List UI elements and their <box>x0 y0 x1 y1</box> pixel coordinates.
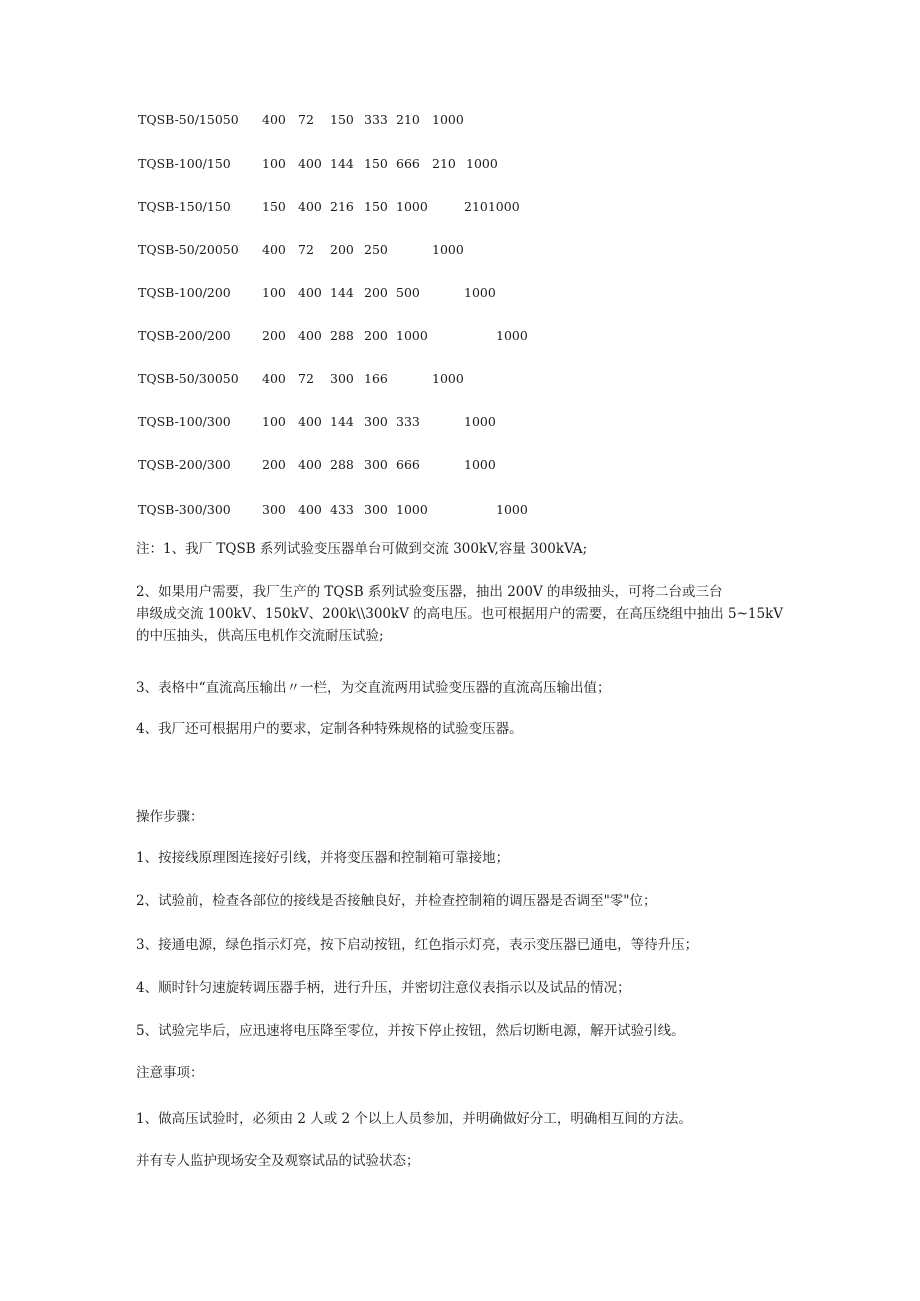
value-cell: 500 <box>396 285 420 300</box>
value-cell: 333 <box>364 112 388 127</box>
value-cell: 666 <box>396 457 420 472</box>
note-2-line-2: 串级成交流 100kV、150kV、200k\\300kV 的高电压。也可根据用户的需要，在高压绕组中抽出 5~15kV <box>136 606 784 622</box>
value-cell: 100 <box>262 156 286 171</box>
value-cell: 300 <box>364 502 388 517</box>
value-cell: 200 <box>364 285 388 300</box>
value-cell: 72 <box>298 242 314 257</box>
value-cell: 1000 <box>496 328 528 343</box>
note-2 <box>136 581 796 647</box>
value-cell: 300 <box>330 371 354 386</box>
operation-step: 5、试验完毕后，应迅速将电压降至零位，并按下停止按钮，然后切断电源，解开试验引线。 <box>136 1023 685 1039</box>
operation-step: 1、按接线原理图连接好引线，并将变压器和控制箱可靠接地； <box>136 850 510 866</box>
value-cell: 72 <box>298 112 314 127</box>
value-cell: 216 <box>330 199 354 214</box>
value-cell: 666 <box>396 156 420 171</box>
model-cell: TQSB-300/300 <box>138 502 231 517</box>
value-cell: 250 <box>364 242 388 257</box>
model-cell: TQSB-150/150 <box>138 199 231 214</box>
value-cell: 1000 <box>464 414 496 429</box>
value-cell: 1000 <box>396 328 428 343</box>
value-cell: 144 <box>330 285 354 300</box>
note-2-line-1: 2、如果用户需要，我厂生产的 TQSB 系列试验变压器，抽出 200V 的串级抽头，可将二台或三台 <box>136 584 723 600</box>
value-cell: 333 <box>396 414 420 429</box>
value-cell: 144 <box>330 156 354 171</box>
value-cell: 400 <box>262 112 286 127</box>
value-cell: 100 <box>262 414 286 429</box>
model-cell: TQSB-100/150 <box>138 156 231 171</box>
note-4: 4、我厂还可根据用户的要求，定制各种特殊规格的试验变压器。 <box>136 721 523 737</box>
value-cell: 400 <box>298 502 322 517</box>
value-cell: 400 <box>298 285 322 300</box>
note-2-line-3: 的中压抽头，供高压电机作交流耐压试验; <box>136 628 384 644</box>
value-cell: 1000 <box>464 285 496 300</box>
value-cell: 433 <box>330 502 354 517</box>
value-cell: 1000 <box>466 156 498 171</box>
value-cell: 400 <box>298 328 322 343</box>
value-cell: 400 <box>298 457 322 472</box>
value-cell: 200 <box>262 457 286 472</box>
value-cell: 1000 <box>432 371 464 386</box>
value-cell: 1000 <box>432 242 464 257</box>
value-cell: 288 <box>330 457 354 472</box>
value-cell: 150 <box>364 199 388 214</box>
value-cell: 150 <box>364 156 388 171</box>
value-cell: 400 <box>262 371 286 386</box>
model-cell: TQSB-100/300 <box>138 414 231 429</box>
value-cell: 150 <box>330 112 354 127</box>
precaution-item-continued: 并有专人监护现场安全及观察试品的试验状态； <box>136 1153 420 1169</box>
value-cell: 400 <box>298 199 322 214</box>
value-cell: 400 <box>298 156 322 171</box>
value-cell: 144 <box>330 414 354 429</box>
note-1: 注：1、我厂 TQSB 系列试验变压器单台可做到交流 300kV,容量 300kVA; <box>136 541 588 557</box>
value-cell: 300 <box>262 502 286 517</box>
value-cell: 300 <box>364 457 388 472</box>
model-cell: TQSB-50/15050 <box>138 112 239 127</box>
value-cell: 1000 <box>396 502 428 517</box>
value-cell: 1000 <box>396 199 428 214</box>
note-3: 3、表格中“直流高压输出〃一栏，为交直流两用试验变压器的直流高压输出值； <box>136 680 611 696</box>
value-cell: 288 <box>330 328 354 343</box>
model-cell: TQSB-100/200 <box>138 285 231 300</box>
value-cell: 400 <box>262 242 286 257</box>
operation-step: 3、接通电源，绿色指示灯亮，按下启动按钮，红色指示灯亮，表示变压器已通电，等待升压； <box>136 937 699 953</box>
value-cell: 72 <box>298 371 314 386</box>
value-cell: 200 <box>330 242 354 257</box>
value-cell: 166 <box>364 371 388 386</box>
value-cell: 210 <box>396 112 420 127</box>
operation-step: 4、顺时针匀速旋转调压器手柄，进行升压，并密切注意仪表指示以及试品的情况； <box>136 980 631 996</box>
value-cell: 1000 <box>464 457 496 472</box>
model-cell: TQSB-50/20050 <box>138 242 239 257</box>
value-cell: 200 <box>364 328 388 343</box>
precaution-item: 1、做高压试验时，必须由 2 人或 2 个以上人员参加，并明确做好分工，明确相互间的方法。 <box>136 1111 692 1127</box>
model-cell: TQSB-200/200 <box>138 328 231 343</box>
value-cell: 150 <box>262 199 286 214</box>
model-cell: TQSB-50/30050 <box>138 371 239 386</box>
value-cell: 1000 <box>496 502 528 517</box>
precautions-heading: 注意事项： <box>136 1065 204 1081</box>
value-cell: 400 <box>298 414 322 429</box>
value-cell: 210 <box>432 156 456 171</box>
operation-step: 2、试验前，检查各部位的接线是否接触良好，并检查控制箱的调压器是否调至"零"位； <box>136 893 657 909</box>
model-cell: TQSB-200/300 <box>138 457 231 472</box>
value-cell: 1000 <box>432 112 464 127</box>
value-cell: 200 <box>262 328 286 343</box>
value-cell: 2101000 <box>464 199 520 214</box>
value-cell: 300 <box>364 414 388 429</box>
operation-heading: 操作步骤： <box>136 809 204 825</box>
value-cell: 100 <box>262 285 286 300</box>
